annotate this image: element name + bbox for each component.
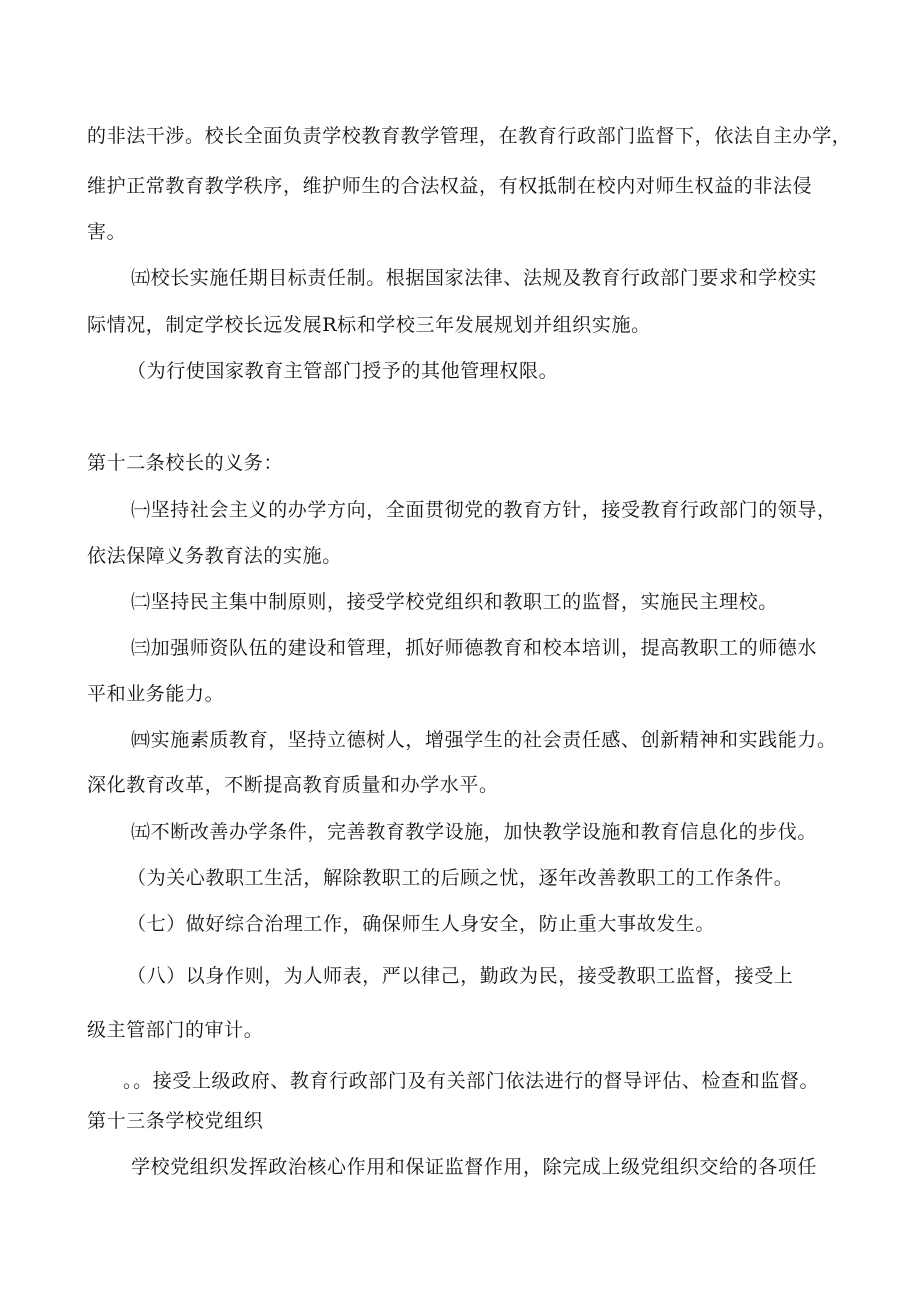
text-line: ㈤不断改善办学条件，完善教育教学设施，加快教学设施和教育信息化的步伐。 (131, 821, 818, 843)
text-line: ㈢加强师资队伍的建设和管理，抓好师德教育和校本培训，提高教职工的师德水 (131, 637, 818, 659)
text-line: 害。 (87, 221, 127, 243)
text-line: （七）做好综合治理工作，确保师生人身安全，防止重大事故发生。 (127, 913, 716, 935)
text-line: 维护正常教育教学秩序，维护师生的合法权益，有权抵制在校内对师生权益的非法侵 (87, 175, 813, 197)
text-line: 际情况，制定学校长远发展R标和学校三年发展规划并组织实施。 (87, 314, 651, 336)
text-line: 深化教育改革，不断提高教育质量和办学水平。 (87, 774, 499, 796)
text-line: （为关心教职工生活，解除教职工的后顾之忧，逐年改善教职工的工作条件。 (127, 867, 794, 889)
section-heading: 第十三条学校党组织 (87, 1110, 264, 1132)
text-line: 的非法干涉。校长全面负责学校教育教学管理，在教育行政部门监督下，依法自主办学， (87, 125, 852, 147)
text-line: ㈤校长实施任期目标责任制。根据国家法律、法规及教育行政部门要求和学校实 (131, 267, 818, 289)
section-heading: 第十二条校长的义务： (87, 452, 284, 474)
text-line: 。。接受上级政府、教育行政部门及有关部门依法进行的督导评估、检查和监督。 (123, 1070, 820, 1092)
text-line: ㈣实施素质教育，坚持立德树人，增强学生的社会责任感、创新精神和实践能力。 (131, 729, 837, 751)
text-line: 级主管部门的审计。 (87, 1019, 264, 1041)
text-line: 依法保障义务教育法的实施。 (87, 545, 342, 567)
text-line: 平和业务能力。 (87, 683, 225, 705)
text-line: ㈠坚持社会主义的办学方向，全面贯彻党的教育方针，接受教育行政部门的领导， (131, 499, 837, 521)
text-line: ㈡坚持民主集中制原则，接受学校党组织和教职工的监督，实施民主理校。 (131, 591, 778, 613)
text-line: （八）以身作则，为人师表，严以律己，勤政为民，接受教职工监督，接受上 (127, 965, 794, 987)
text-line: （为行使国家教育主管部门授予的其他管理权限。 (127, 360, 559, 382)
text-line: 学校党组织发挥政治核心作用和保证监督作用，除完成上级党组织交给的各项任 (131, 1156, 818, 1178)
